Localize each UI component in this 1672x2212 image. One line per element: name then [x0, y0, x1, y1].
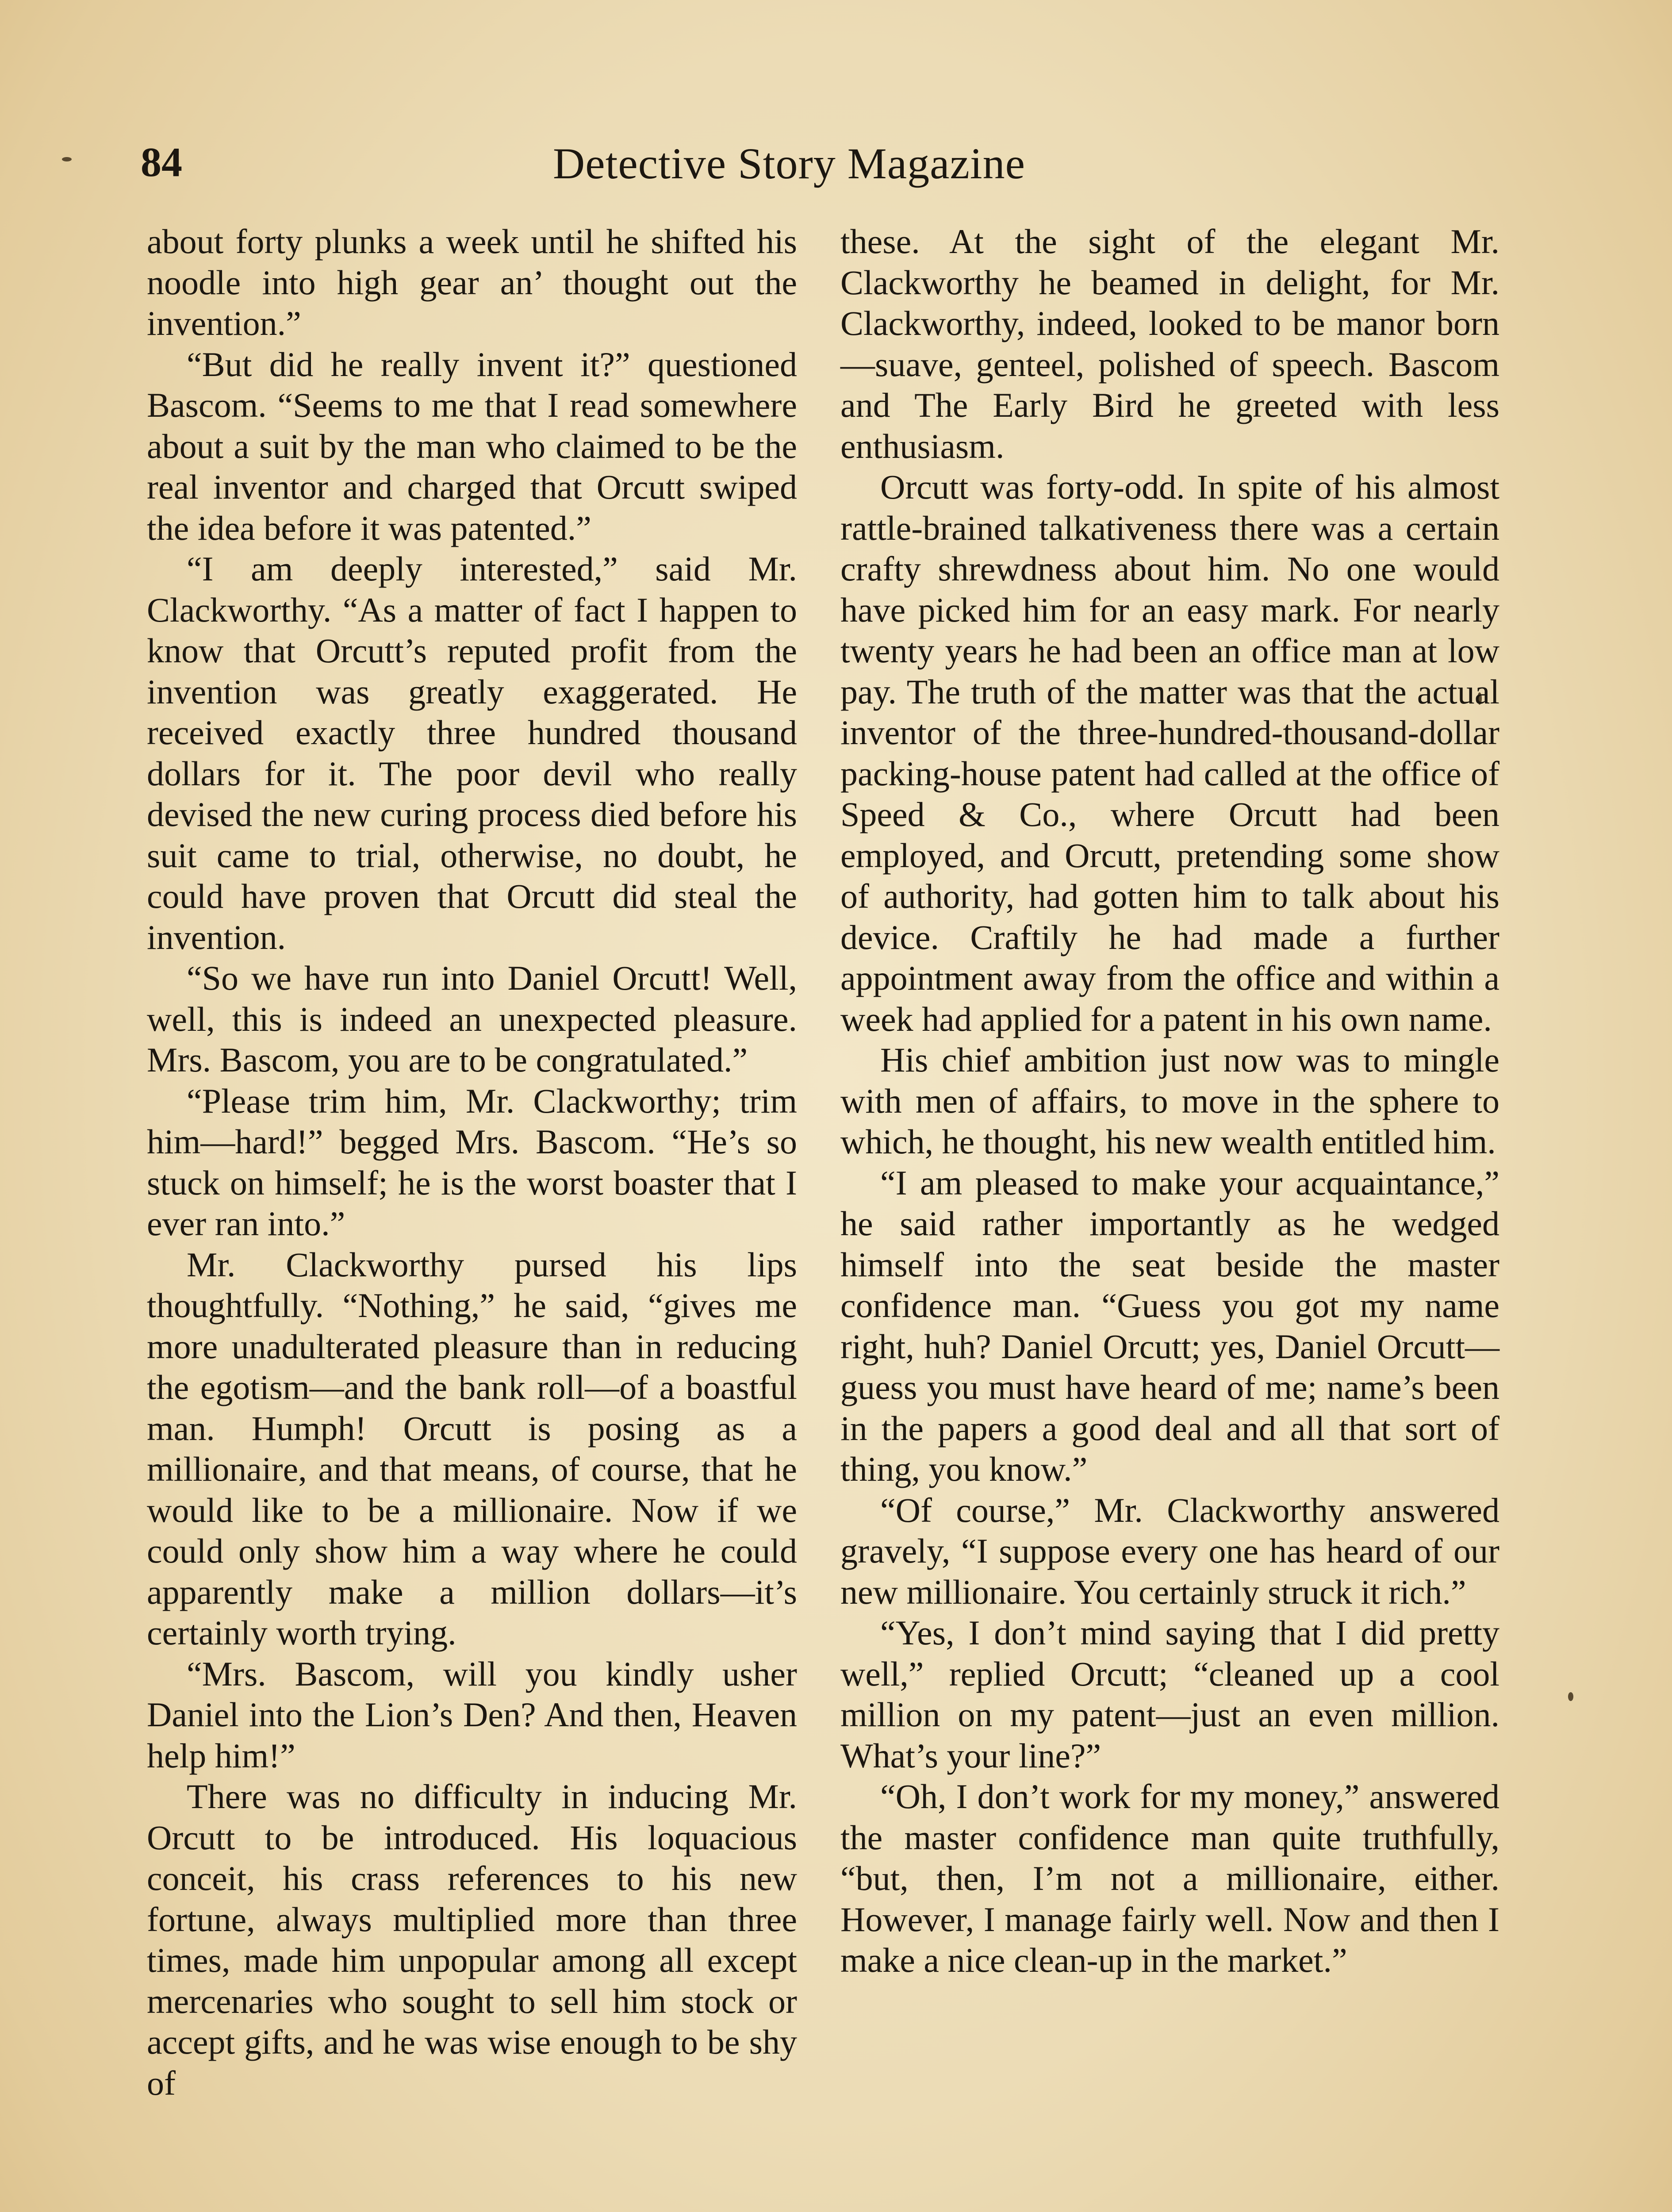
ink-speck	[1568, 1692, 1573, 1701]
paragraph: There was no difficulty in inducing Mr. Orcutt to be introduced. His loquacious conceit, his crass references to his new fortune, always multiplied more than three times, made him unpopular among all except mercenaries who sought to sell him stock or accept gifts, and he was wise enough to be shy of	[147, 1777, 797, 2102]
right-text-column	[840, 221, 1499, 1981]
left-text-column	[147, 221, 797, 2104]
page-number: 84	[141, 139, 182, 185]
paragraph: Orcutt was forty-odd. In spite of his almost rattle-brained talkativeness there was a certain crafty shrewdness about him. No one would have picked him for an easy mark. For nearly twenty years he had been an office man at low pay. The truth of the matter was that the actual inventor of the three-hundred-thousand-dollar packing-house patent had called at the office of Speed & Co., where Orcutt had been employed, and Orcutt, pretending some show of authority, had gotten him to talk about his device. Craftily he had made a further appointment away from the office and within a week had applied for a patent in his own name.	[840, 468, 1499, 1038]
paragraph: about forty plunks a week until he shifted his noodle into high gear an’ thought out the invention.”	[147, 222, 797, 342]
paragraph: “I am deeply interested,” said Mr. Clackworthy. “As a matter of fact I happen to know that Orcutt’s reputed profit from the invention was greatly exaggerated. He received exactly three hundred thousand dollars for it. The poor devil who really devised the new curing process died before his suit came to trial, otherwise, no doubt, he could have proven that Orcutt did steal the invention.	[147, 549, 797, 956]
paragraph: His chief ambition just now was to mingle with men of affairs, to move in the sphere to which, he thought, his new wealth entitled him.	[840, 1041, 1499, 1161]
paragraph: “Oh, I don’t work for my money,” answered the master confidence man quite truthfully, “but, then, I’m not a millionaire, either. However, I manage fairly well. Now and then I make a nice clean-up in the market.”	[840, 1777, 1499, 1979]
paragraph: “Mrs. Bascom, will you kindly usher Daniel into the Lion’s Den? And then, Heaven help him!”	[147, 1654, 797, 1775]
paragraph: “Please trim him, Mr. Clackworthy; trim him—hard!” begged Mrs. Bascom. “He’s so stuck on himself; he is the worst boaster that I ever ran into.”	[147, 1081, 797, 1243]
paragraph: “I am pleased to make your acquaintance,” he said rather importantly as he wedged himself into the seat beside the master confidence man. “Guess you got my name right, huh? Daniel Orcutt; yes, Daniel Orcutt—guess you must have heard of me; name’s been in the papers a good deal and all that sort of thing, you know.”	[840, 1163, 1499, 1488]
paragraph: “So we have run into Daniel Orcutt! Well, well, this is indeed an unexpected pleasure. Mrs. Bascom, you are to be congratulated.”	[147, 959, 797, 1079]
paragraph: Mr. Clackworthy pursed his lips thoughtfully. “Nothing,” he said, “gives me more unadulterated pleasure than in reducing the egotism—and the bank roll—of a boastful man. Humph! Orcutt is posing as a millionaire, and that means, of course, that he would like to be a millionaire. Now if we could only show him a way where he could apparently make a million dollars—it’s certainly worth trying.	[147, 1245, 797, 1652]
paragraph: “But did he really invent it?” questioned Bascom. “Seems to me that I read somewhere about a suit by the man who claimed to be the real inventor and charged that Orcutt swiped the idea before it was patented.”	[147, 345, 797, 547]
running-head-title: Detective Story Magazine	[553, 139, 1026, 188]
ink-speck	[62, 157, 72, 161]
paragraph: these. At the sight of the elegant Mr. Clackworthy he beamed in delight, for Mr. Clackworthy, indeed, looked to be manor born—suave, genteel, polished of speech. Bascom and The Early Bird he greeted with less enthusiasm.	[840, 222, 1499, 465]
paragraph: “Of course,” Mr. Clackworthy answered gravely, “I suppose every one has heard of our new millionaire. You certainly struck it rich.”	[840, 1490, 1499, 1611]
paragraph: “Yes, I don’t mind saying that I did pretty well,” replied Orcutt; “cleaned up a cool million on my patent—just an even million. What’s your line?”	[840, 1613, 1499, 1775]
